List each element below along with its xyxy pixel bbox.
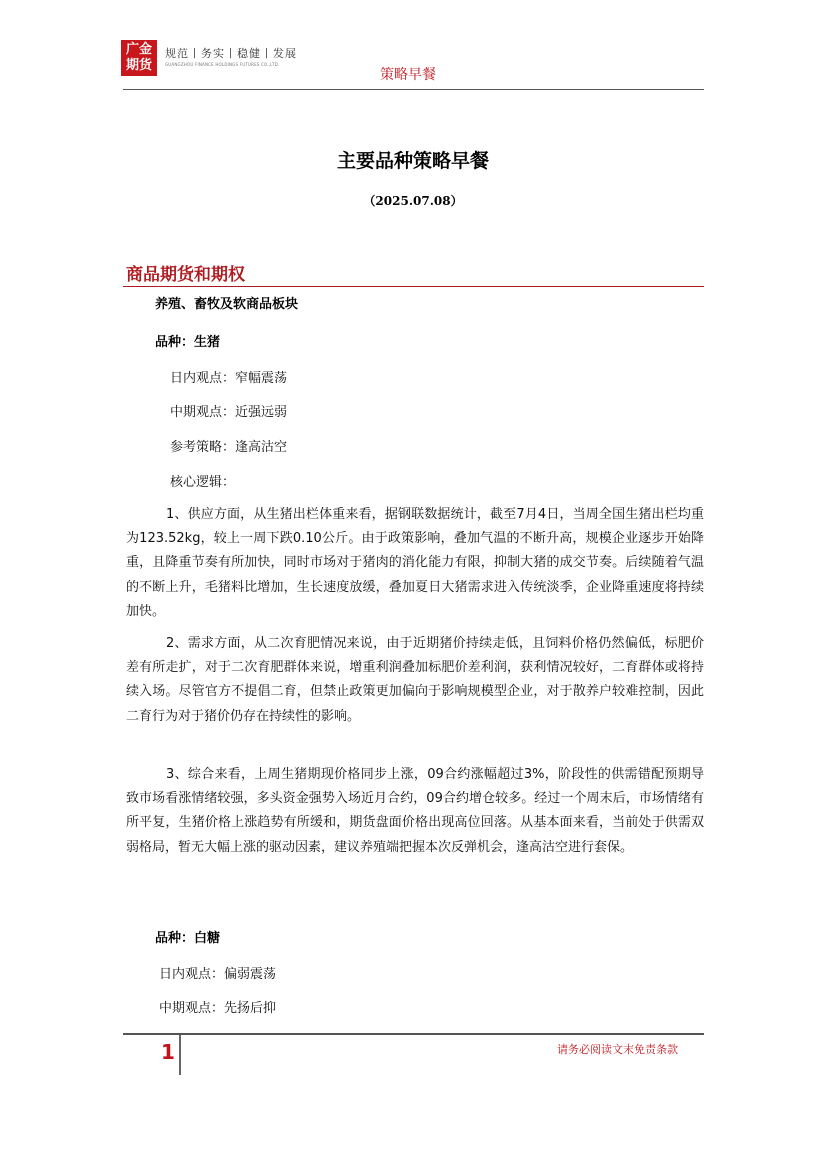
document-title: 主要品种策略早餐: [336, 150, 489, 172]
hog-medium-view: 中期观点：近强远弱: [170, 405, 288, 420]
company-slogan: 规范丨务实丨稳健丨发展: [165, 47, 297, 60]
section-title: 商品期货和期权: [126, 265, 245, 285]
document-date: （2025.07.08）: [363, 194, 463, 208]
variety-hog: 品种：生猪: [155, 335, 221, 350]
hog-strategy: 参考策略：逢高沽空: [170, 440, 288, 455]
company-english-name: GUANGZHOU FINANCE HOLDINGS FUTURES CO.,LTD.: [165, 62, 280, 67]
subsection-title: 养殖、畜牧及软商品板块: [155, 297, 299, 312]
hog-intraday-view: 日内观点：窄幅震荡: [170, 371, 288, 386]
footer-divider: [123, 1033, 704, 1035]
hog-paragraph-supply: 1、供应方面，从生猪出栏体重来看，据钢联数据统计，截至7月4日，当周全国生猪出栏均重为123.52kg，较上一周下跌0.10公斤。由于政策影响，叠加气温的不断升高，规模企业逐步开始降重，且降重节奏有所加快，同时市场对于猪肉的消化能力有限，抑制大猪的成交节奏。后续随着气温的不断上升，毛猪料比增加，生长速度放缓，叠加夏日大猪需求进入传统淡季，企业降重速度将持续加快。: [126, 507, 704, 619]
sugar-medium-view: 中期观点：先扬后抑: [159, 1001, 277, 1016]
header-divider: [123, 89, 704, 90]
hog-logic-label: 核心逻辑：: [170, 475, 236, 490]
footer-vertical-divider: [179, 1035, 181, 1075]
hog-paragraph-demand: 2、需求方面，从二次育肥情况来说，由于近期猪价持续走低，且饲料价格仍然偏低，标肥价差有所走扩，对于二次育肥群体来说，增重利润叠加标肥价差利润，获利情况较好，二育群体或将持续入场。尽管官方不提倡二育，但禁止政策更加偏向于影响规模型企业，对于散养户较难控制，因此二育行为对于猪价仍存在持续性的影响。: [126, 636, 704, 724]
logo-text-line1: 广金: [125, 42, 152, 57]
report-type-label: 策略早餐: [380, 67, 436, 83]
sugar-intraday-view: 日内观点：偏弱震荡: [159, 967, 277, 982]
logo-text-line2: 期货: [125, 58, 152, 73]
variety-sugar: 品种：白糖: [155, 931, 221, 946]
section-divider: [123, 286, 704, 287]
page-number: 1: [161, 1040, 175, 1064]
hog-paragraph-summary: 3、综合来看，上周生猪期现价格同步上涨，09合约涨幅超过3%，阶段性的供需错配预期导致市场看涨情绪较强，多头资金强势入场近月合约，09合约增仓较多。经过一个周末后，市场情绪有所平复，生猪价格上涨趋势有所缓和，期货盘面价格出现高位回落。从基本面来看，当前处于供需双弱格局，暂无大幅上涨的驱动因素，建议养殖端把握本次反弹机会，逢高沽空进行套保。: [126, 767, 704, 855]
disclaimer-notice: 请务必阅读文末免责条款: [557, 1043, 678, 1056]
company-logo: [121, 40, 157, 76]
